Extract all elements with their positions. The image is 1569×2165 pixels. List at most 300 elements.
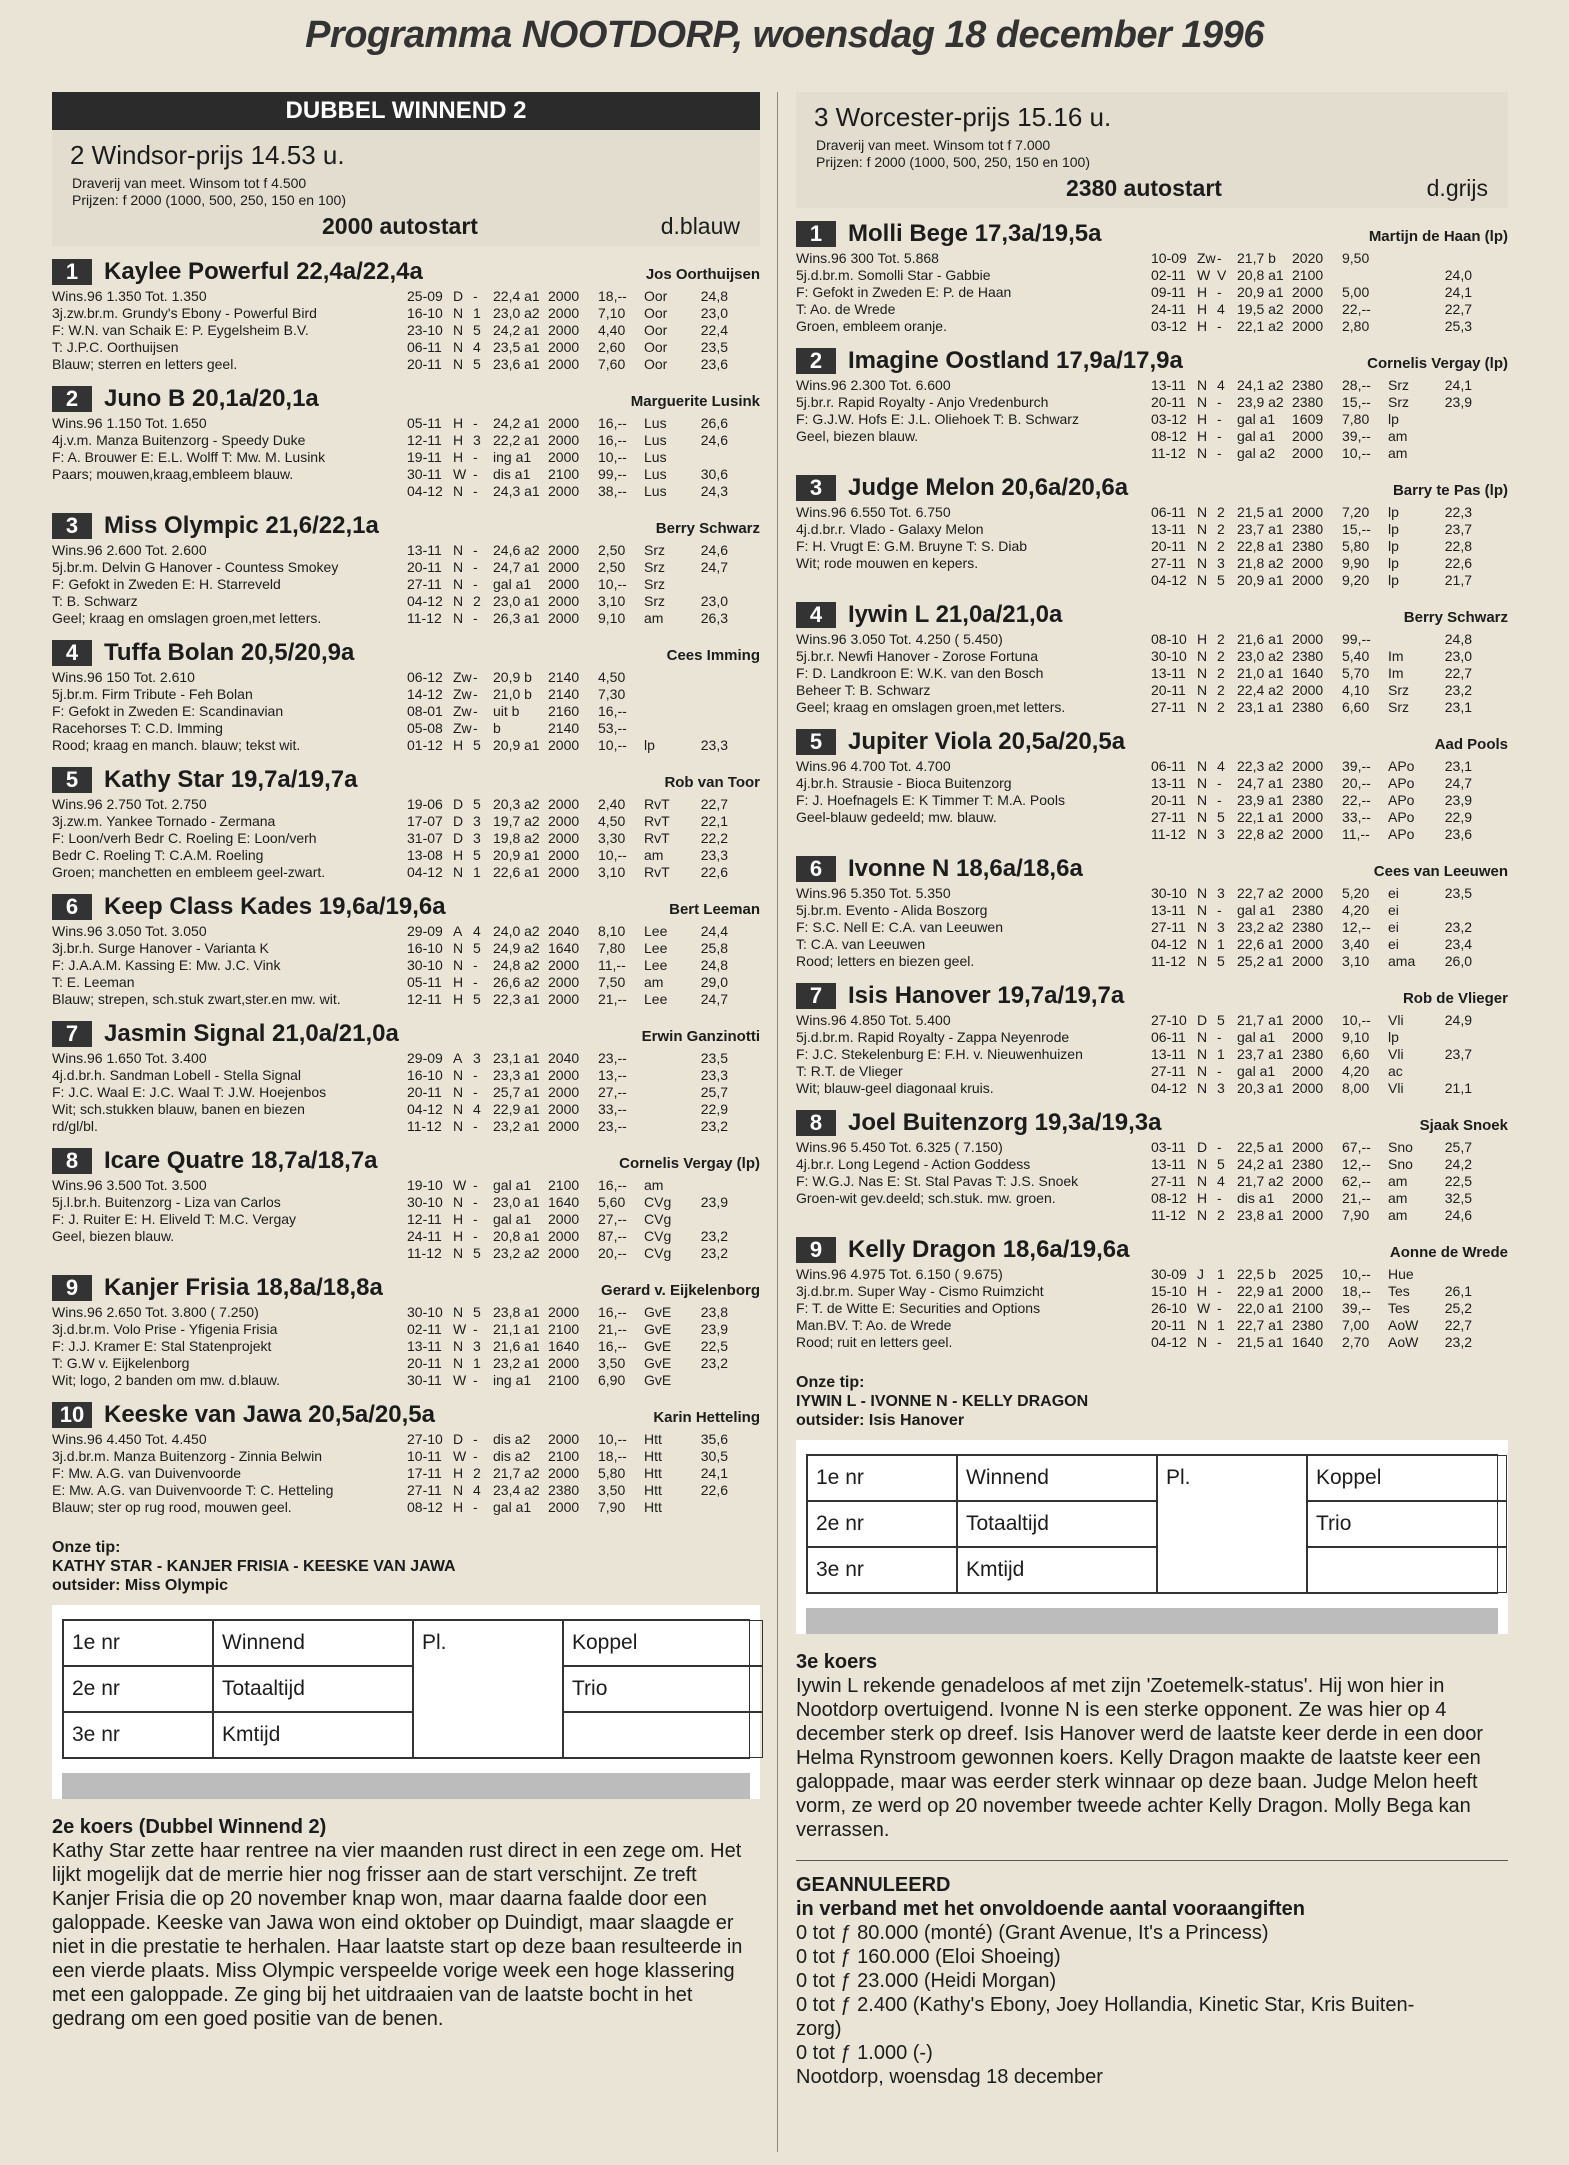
result-row (407, 542, 760, 559)
result-cell: lp (1388, 538, 1399, 554)
horse-info-line: 3j.zw.m. Yankee Tornado - Zermana (52, 813, 276, 829)
result-cell: Vli (1388, 1080, 1404, 1096)
result-cell: Vli (1388, 1046, 1404, 1062)
result-cell: 04-12 (407, 1101, 443, 1117)
bet-cell-2e-nr[interactable]: 2e nr (63, 1666, 213, 1712)
result-cell: 22,6 (700, 864, 728, 880)
result-cell: - (1217, 792, 1222, 808)
result-cell: 30-10 (407, 957, 443, 973)
result-cell: 27-11 (1151, 1063, 1186, 1079)
result-cell: - (473, 669, 478, 685)
result-cell: 2000 (548, 847, 580, 863)
bet-cell-pl[interactable]: Pl. (1157, 1455, 1307, 1593)
result-cell: - (1217, 775, 1222, 791)
result-row (1151, 682, 1508, 699)
result-row (407, 669, 760, 686)
result-cell: 24,0 (1444, 267, 1472, 283)
result-cell: 23,0 (700, 593, 728, 609)
result-cell: N (1197, 809, 1208, 825)
result-cell: 20-11 (1151, 1317, 1186, 1333)
horse-info-line: F: W.G.J. Nas E: St. Stal Pavas T: J.S. Snoek (796, 1173, 1079, 1189)
result-cell: am (644, 1177, 664, 1193)
result-cell: 2000 (548, 322, 580, 338)
horse-info-line: T: R.T. de Vlieger (796, 1063, 903, 1079)
result-cell: N (1197, 394, 1208, 410)
horse-driver: Gerard v. Eijkelenborg (601, 1282, 760, 1299)
result-cell: 26,1 (1444, 1283, 1472, 1299)
horse-results (1151, 377, 1508, 462)
result-cell: 11,-- (1342, 826, 1370, 842)
result-cell: 2000 (548, 415, 580, 431)
horse-info-line: F: A. Brouwer E: E.L. Wolff T: Mw. M. Lusink (52, 449, 326, 465)
bet-cell-kmtijd[interactable]: Kmtijd (213, 1712, 413, 1758)
result-cell (1432, 902, 1472, 919)
result-cell: N (453, 610, 464, 626)
result-cell: AoW (1388, 1317, 1419, 1333)
result-cell: 2000 (1292, 1080, 1324, 1096)
result-cell: 2000 (1292, 1207, 1324, 1223)
result-cell: 20-11 (407, 559, 442, 575)
horse-results (407, 288, 760, 373)
result-cell: N (1197, 504, 1208, 520)
result-cell: 22,8 a1 (1237, 538, 1284, 554)
result-cell: 2000 (548, 991, 580, 1007)
horse-info-line: 4j.d.br.h. Sandman Lobell - Stella Signal (52, 1067, 302, 1083)
result-cell: RvT (644, 796, 670, 812)
horse-entry (796, 728, 1508, 843)
result-cell: 2000 (548, 356, 580, 372)
result-cell: Lee (644, 991, 668, 1007)
result-cell: 12,-- (1342, 919, 1371, 935)
result-cell: 21,5 a1 (1237, 504, 1284, 520)
result-row (1151, 1046, 1508, 1063)
race-prizes: Prijzen: f 2000 (1000, 500, 250, 150 en 100) (816, 154, 1090, 170)
result-cell: Lus (644, 432, 667, 448)
cancelled-line: 0 tot ƒ 2.400 (Kathy's Ebony, Joey Hollandia, Kinetic Star, Kris Buiten- (796, 1994, 1415, 2016)
horse-info-line: rd/gl/bl. (52, 1118, 98, 1134)
result-cell (1432, 445, 1472, 462)
horse-name: Isis Hanover 19,7a/19,7a (848, 982, 1125, 1009)
result-cell: 13-08 (407, 847, 443, 863)
result-cell: 9,90 (1342, 555, 1370, 571)
result-cell: - (1217, 428, 1222, 444)
result-cell: 30-11 (407, 466, 442, 482)
result-cell: 23,8 a1 (493, 1304, 540, 1320)
horse-info-line: Geel; kraag en omslagen groen,met letters. (796, 699, 1066, 715)
horse-entry (52, 893, 760, 1008)
result-cell: 7,10 (598, 305, 626, 321)
result-cell: 8,10 (598, 923, 626, 939)
cancelled-lines (796, 1921, 1508, 2089)
result-cell: 2380 (548, 1482, 580, 1498)
horse-number: 1 (52, 259, 92, 285)
result-cell: Zw (453, 703, 472, 719)
result-cell: 2000 (548, 305, 580, 321)
result-cell: N (1197, 648, 1208, 664)
result-cell: - (1217, 250, 1222, 266)
result-cell: 23,5 a1 (493, 339, 540, 355)
result-cell: N (453, 542, 464, 558)
result-cell: 15-10 (1151, 1283, 1187, 1299)
result-cell: 5 (473, 322, 481, 338)
horse-info-line: T: E. Leeman (52, 974, 135, 990)
bet-form (52, 1605, 760, 1799)
horse-driver: Marguerite Lusink (630, 393, 760, 410)
result-cell: 26-10 (1151, 1300, 1187, 1316)
result-cell: 2000 (548, 483, 580, 499)
bet-cell-pl[interactable]: Pl. (413, 1620, 563, 1758)
result-cell: 4 (473, 1101, 481, 1117)
result-cell: RvT (644, 830, 670, 846)
result-cell: 3 (1217, 1080, 1225, 1096)
result-cell: 23,8 (700, 1304, 728, 1320)
horse-info-line: T: C.A. van Leeuwen (796, 936, 926, 952)
result-cell: 22,3 (1444, 504, 1472, 520)
result-cell: Sno (1388, 1139, 1413, 1155)
bet-cell-totaaltijd[interactable]: Totaaltijd (213, 1666, 413, 1712)
cancelled-line: zorg) (796, 2018, 842, 2040)
horse-name: Kanjer Frisia 18,8a/18,8a (104, 1274, 383, 1301)
result-cell: 26,3 a1 (493, 610, 540, 626)
result-cell: 39,-- (1342, 758, 1371, 774)
horse-info-line: T: J.P.C. Oorthuijsen (52, 339, 179, 355)
horse-number: 4 (796, 602, 836, 628)
result-cell: 22,6 (700, 1482, 728, 1498)
horse-number: 6 (796, 856, 836, 882)
bet-cell-3e-nr[interactable]: 3e nr (807, 1547, 957, 1593)
horse-info (796, 1139, 1151, 1224)
result-cell: 1640 (548, 940, 580, 956)
result-cell: 20,9 a1 (493, 847, 540, 863)
result-cell: 13-11 (1151, 902, 1186, 918)
result-cell (688, 449, 728, 466)
result-cell: 2 (1217, 648, 1225, 664)
result-cell: 2380 (1292, 538, 1324, 554)
horse-name: Ivonne N 18,6a/18,6a (848, 855, 1083, 882)
result-cell: 5,80 (1342, 538, 1370, 554)
result-cell: GvE (644, 1372, 672, 1388)
bet-cell-koppel[interactable]: Koppel (1307, 1455, 1507, 1501)
result-row (1151, 809, 1508, 826)
result-row (407, 356, 760, 373)
result-row (1151, 318, 1508, 335)
result-cell: 04-12 (407, 483, 443, 499)
result-cell: 27-11 (407, 576, 442, 592)
result-cell: 7,80 (598, 940, 626, 956)
result-cell: 2100 (548, 466, 580, 482)
result-cell: 22,7 (1444, 1317, 1472, 1333)
commentary (796, 1650, 1508, 1842)
horse-number: 9 (52, 1275, 92, 1301)
result-cell: 21,-- (1342, 1190, 1371, 1206)
result-row (407, 1372, 760, 1389)
horse-results (1151, 1139, 1508, 1224)
horse-name: Iywin L 21,0a/21,0a (848, 601, 1063, 628)
result-cell (1432, 411, 1472, 428)
horse-info-line: Racehorses T: C.D. Imming (52, 720, 223, 736)
horse-info-line: Bedr C. Roeling T: C.A.M. Roeling (52, 847, 264, 863)
result-cell: - (473, 559, 478, 575)
bet-cell-totaaltijd[interactable]: Totaaltijd (957, 1501, 1157, 1547)
result-row (407, 1067, 760, 1084)
result-cell (688, 1211, 728, 1228)
result-cell: 99,-- (1342, 631, 1371, 647)
result-cell: 20-11 (407, 356, 442, 372)
result-cell: Lus (644, 466, 667, 482)
result-cell: 10-09 (1151, 250, 1187, 266)
result-cell: 2 (1217, 1207, 1225, 1223)
result-cell: Oor (644, 339, 668, 355)
bet-cell-1e-nr[interactable]: 1e nr (807, 1455, 957, 1501)
result-cell: W (453, 466, 467, 482)
result-cell: 23,2 (700, 1245, 728, 1261)
result-cell: 2000 (1292, 301, 1324, 317)
result-cell: 23,2 a1 (493, 1118, 540, 1134)
bet-cell-trio[interactable]: Trio (563, 1666, 763, 1712)
result-cell: 4,50 (598, 813, 626, 829)
result-row (407, 432, 760, 449)
horse-entry (52, 1401, 760, 1516)
result-cell: 30-09 (1151, 1266, 1187, 1282)
result-cell: 2000 (1292, 572, 1324, 588)
bet-cell-empty[interactable] (563, 1712, 763, 1758)
result-cell: N (1197, 1334, 1208, 1350)
horse-info-line: Wins.96 1.150 Tot. 1.650 (52, 415, 207, 431)
result-cell: - (473, 703, 478, 719)
result-cell: 9,10 (1342, 1029, 1370, 1045)
horse-info-line: Wins.96 2.600 Tot. 2.600 (52, 542, 207, 558)
result-cell: 24,2 (1444, 1156, 1472, 1172)
result-row (407, 1338, 760, 1355)
result-cell: 3 (1217, 885, 1225, 901)
race-color: d.blauw (660, 213, 740, 239)
horse-info-line: Blauw; ster op rug rood, mouwen geel. (52, 1499, 292, 1515)
result-cell: 7,60 (598, 356, 626, 372)
column-divider (777, 92, 778, 2152)
result-cell: - (473, 974, 478, 990)
result-cell: 5,00 (1342, 284, 1370, 300)
horse-results (407, 923, 760, 1008)
result-cell: 3 (1217, 826, 1225, 842)
result-cell: V (1217, 267, 1227, 283)
result-cell: GvE (644, 1304, 672, 1320)
result-cell: 2 (1217, 504, 1225, 520)
result-cell: 20,9 a1 (1237, 284, 1284, 300)
result-cell: 23,3 (700, 1067, 728, 1083)
result-cell: Hue (1388, 1266, 1414, 1282)
bet-cell-trio[interactable]: Trio (1307, 1501, 1507, 1547)
result-cell: 23,7 (1444, 1046, 1472, 1062)
result-cell: Oor (644, 322, 668, 338)
result-cell: 04-12 (1151, 572, 1187, 588)
bet-cell-2e-nr[interactable]: 2e nr (807, 1501, 957, 1547)
horse-info-line: T: Ao. de Wrede (796, 301, 896, 317)
result-cell: 1 (473, 1355, 481, 1371)
result-cell: 5 (473, 847, 481, 863)
horse-info (796, 631, 1151, 716)
horse-number: 6 (52, 894, 92, 920)
race-title: 2 Windsor-prijs 14.53 u. (70, 140, 345, 170)
result-row (1151, 1063, 1508, 1080)
horse-entry (52, 639, 760, 754)
commentary-text: Iywin L rekende genadeloos af met zijn 'Zoetemelk-status'. Hij won hier in Nootdorp overtuigend. Ivonne N is een sterke opponent. Ze was hier op 4 december sterk op dreef. Isis Hanover werd de laatste keer derde in een door Helma Rynstroom gewonnen koers. Kelly Dragon maakte de laatste keer een galoppade, maar was eerder sterk winnaar op deze baan. Judge Melon heeft vorm, ze werd op 20 november tweede achter Kelly Dragon. Molly Bega kan verrassen. (796, 1675, 1484, 1841)
result-cell: 13-11 (1151, 775, 1186, 791)
horse-info-line: F: W.N. van Schaik E: P. Eygelsheim B.V. (52, 322, 309, 338)
result-cell: - (1217, 902, 1222, 918)
result-cell: 23,-- (598, 1050, 627, 1066)
result-cell: 33,-- (1342, 809, 1371, 825)
result-cell: 2000 (1292, 1029, 1324, 1045)
result-row (407, 449, 760, 466)
horse-results (1151, 885, 1508, 970)
result-cell: H (453, 432, 464, 448)
result-cell: Tes (1388, 1300, 1410, 1316)
result-cell: 21,6 a1 (493, 1338, 540, 1354)
result-cell: 2000 (548, 449, 580, 465)
result-cell: 2000 (1292, 758, 1324, 774)
result-cell: 24-11 (1151, 301, 1186, 317)
horse-results (1151, 1266, 1508, 1351)
result-cell: 2000 (1292, 428, 1324, 444)
result-cell: GvE (644, 1338, 672, 1354)
result-cell: D (453, 813, 464, 829)
result-row (1151, 1207, 1508, 1224)
horse-info-line: Wins.96 4.850 Tot. 5.400 (796, 1012, 951, 1028)
horse-results (1151, 504, 1508, 589)
result-cell: 23,9 (1444, 792, 1472, 808)
result-cell: 8,00 (1342, 1080, 1370, 1096)
bet-cell-kmtijd[interactable]: Kmtijd (957, 1547, 1157, 1593)
result-cell: W (453, 1321, 467, 1337)
result-cell: 16-10 (407, 1067, 443, 1083)
result-cell: 2000 (548, 1084, 580, 1100)
cancelled-heading: GEANNULEERD (796, 1874, 951, 1896)
race-header (796, 92, 1508, 208)
result-cell: 39,-- (1342, 428, 1371, 444)
result-cell: 4 (1217, 758, 1225, 774)
bet-cell-empty[interactable] (1307, 1547, 1507, 1593)
result-cell: N (1197, 572, 1208, 588)
horse-info-line: F: J. Hoefnagels E: K Timmer T: M.A. Pools (796, 792, 1065, 808)
result-cell: 11-12 (407, 1118, 442, 1134)
result-cell: am (644, 847, 664, 863)
result-row (1151, 555, 1508, 572)
result-cell: J (1197, 1266, 1204, 1282)
commentary (52, 1815, 760, 2031)
bet-cell-winnend[interactable]: Winnend (957, 1455, 1157, 1501)
result-cell: 11-12 (1151, 445, 1186, 461)
result-cell: 28,-- (1342, 377, 1371, 393)
result-cell: - (473, 1067, 478, 1083)
bet-cell-koppel[interactable]: Koppel (563, 1620, 763, 1666)
horse-info-line: F: Loon/verh Bedr C. Roeling E: Loon/verh (52, 830, 317, 846)
result-cell: 24-11 (407, 1228, 442, 1244)
result-cell: 23,3 a1 (493, 1067, 540, 1083)
result-cell: 2040 (548, 923, 580, 939)
result-cell: 22,7 (1444, 301, 1472, 317)
bet-cell-1e-nr[interactable]: 1e nr (63, 1620, 213, 1666)
horse-name: Icare Quatre 18,7a/18,7a (104, 1147, 378, 1174)
result-cell: 2380 (1292, 699, 1324, 715)
result-cell: Lus (644, 415, 667, 431)
result-cell: W (453, 1448, 467, 1464)
result-cell: 23,4 (1444, 936, 1472, 952)
result-cell: 23,7 a1 (1237, 1046, 1284, 1062)
result-cell: N (1197, 377, 1208, 393)
result-cell: 2020 (1292, 250, 1324, 266)
result-cell: 4 (1217, 1173, 1225, 1189)
result-row (407, 1050, 760, 1067)
horse-number: 7 (796, 983, 836, 1009)
result-row (1151, 665, 1508, 682)
result-cell: 5 (473, 737, 481, 753)
result-cell: 25-09 (407, 288, 443, 304)
result-cell: 25,8 (700, 940, 728, 956)
result-cell: 2380 (1292, 648, 1324, 664)
result-cell: 2000 (1292, 631, 1324, 647)
result-cell: Lus (644, 483, 667, 499)
result-cell: - (1217, 1063, 1222, 1079)
result-cell: 21,7 b (1237, 250, 1276, 266)
result-cell: CVg (644, 1211, 672, 1227)
result-cell: 2,50 (598, 542, 626, 558)
horse-info-line: Wins.96 4.450 Tot. 4.450 (52, 1431, 207, 1447)
result-cell: 23,0 a2 (493, 305, 540, 321)
result-cell: N (1197, 555, 1208, 571)
result-cell: 20-11 (1151, 394, 1186, 410)
horse-info-line: F: J. Ruiter E: H. Eliveld T: M.C. Vergay (52, 1211, 297, 1227)
result-row (1151, 521, 1508, 538)
result-cell: - (473, 610, 478, 626)
horse-driver: Bert Leeman (669, 901, 760, 918)
result-cell: D (453, 1431, 464, 1447)
result-cell: 21,1 a1 (493, 1321, 540, 1337)
result-cell: 05-11 (407, 974, 442, 990)
result-cell: 20-11 (1151, 792, 1186, 808)
result-cell: 16,-- (598, 1177, 627, 1193)
horse-number: 10 (52, 1402, 92, 1428)
result-cell: 22,4 a1 (493, 288, 540, 304)
result-cell: 10,-- (1342, 445, 1371, 461)
horse-info-line: Beheer T: B. Schwarz (796, 682, 931, 698)
horse-info-line: Rood; letters en biezen geel. (796, 953, 975, 969)
horse-info-line: Wit; rode mouwen en kepers. (796, 555, 979, 571)
result-cell (644, 1050, 688, 1067)
result-cell: lp (1388, 504, 1399, 520)
result-cell: 2380 (1292, 902, 1324, 918)
result-cell: 22,7 a1 (1237, 1317, 1284, 1333)
result-row (407, 576, 760, 593)
result-cell: 23,9 (1444, 394, 1472, 410)
commentary-heading: 3e koers (796, 1651, 878, 1673)
bet-cell-3e-nr[interactable]: 3e nr (63, 1712, 213, 1758)
result-cell: 87,-- (598, 1228, 627, 1244)
result-cell: 19,5 a2 (1237, 301, 1284, 317)
result-cell: H (453, 847, 464, 863)
bet-cell-winnend[interactable]: Winnend (213, 1620, 413, 1666)
result-cell: 24,0 a2 (493, 923, 540, 939)
result-cell: 5,80 (598, 1465, 626, 1481)
result-row (1151, 538, 1508, 555)
horse-entry (52, 1147, 760, 1262)
result-cell: 3,10 (598, 593, 626, 609)
result-row (1151, 428, 1508, 445)
result-cell: gal a1 (493, 576, 532, 592)
result-cell: Srz (1388, 377, 1409, 393)
result-cell: 23,7 (1444, 521, 1472, 537)
result-cell (1388, 631, 1432, 648)
result-cell: Htt (644, 1499, 662, 1515)
